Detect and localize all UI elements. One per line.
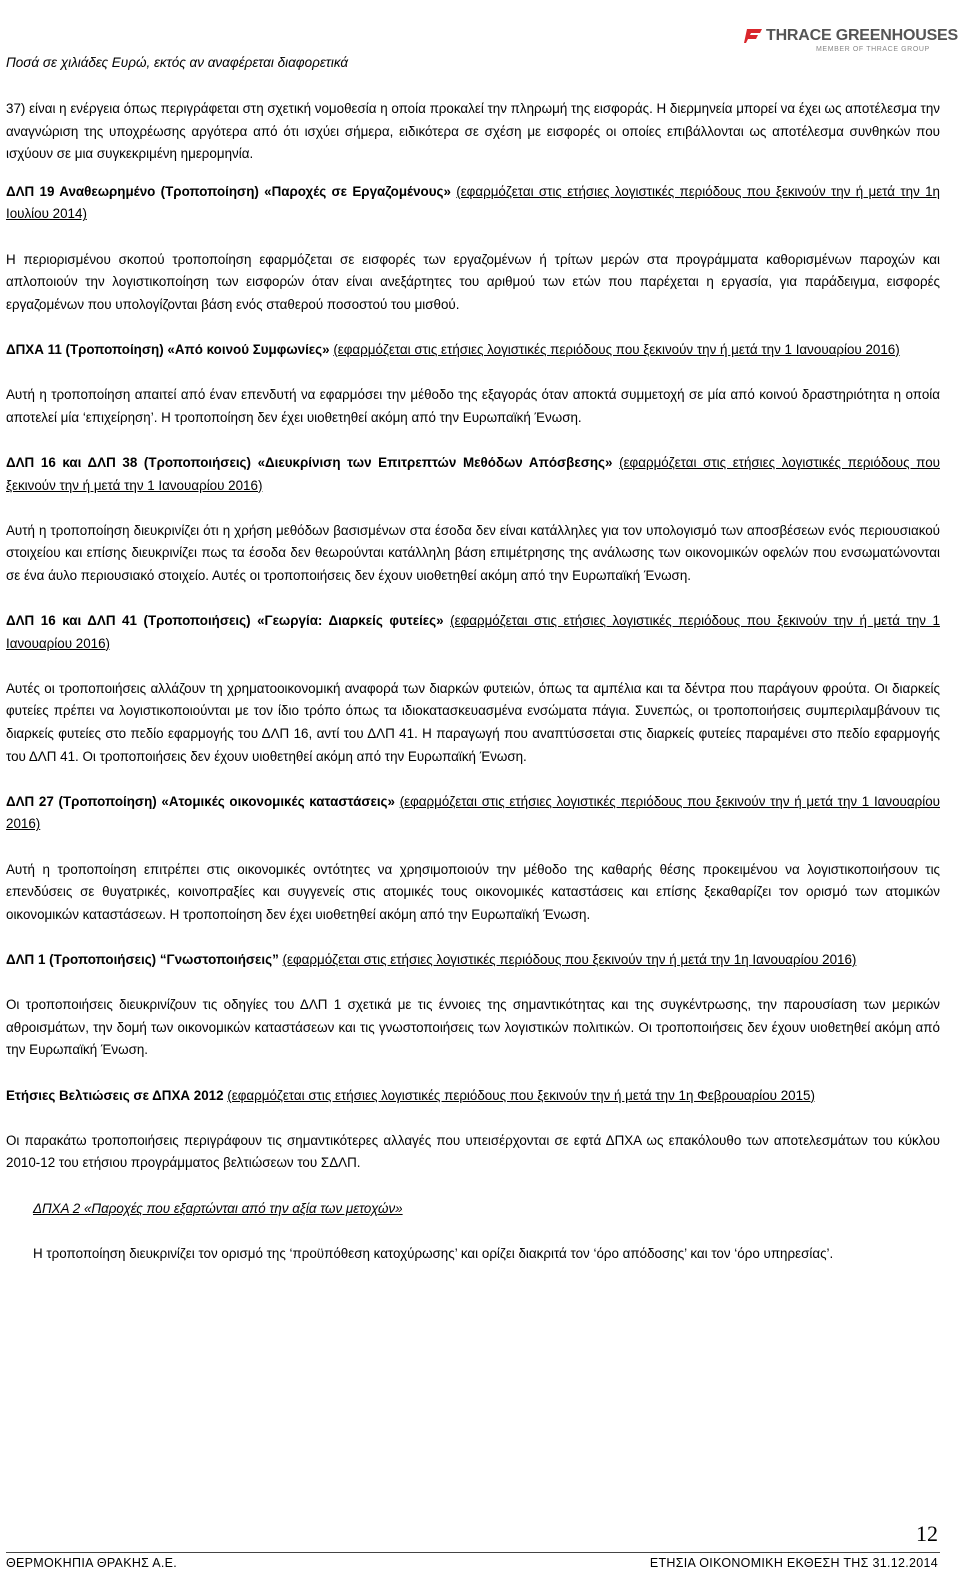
section-ias16-41-text: Αυτές οι τροποποιήσεις αλλάζουν τη χρηματοοικονομική αναφορά των διαρκών φυτειών, όπως τα αμπέλια και τα δέντρα που παράγουν φρούτα. Οι διαρκείς φυτείες πρέπει να λογιστικοποιούνται με τον ίδιο τρόπο όπως τα ιδιοκατασκευασμένα ενσώματα πάγια. Συνεπώς, οι τροποποιήσεις συμπεριλαμβάνουν τις διαρκείς φυτείες στο πεδίο εφαρμογής του ΔΛΠ 16, αντί του ΔΛΠ 41. Η παραγωγή που αναπτύσσεται στις διαρκείς φυτείες παραμένει στο πεδίο εφαρμογής του ΔΛΠ 41. Οι τροποποιήσεις δεν έχουν υιοθετηθεί ακόμη από την Ευρωπαϊκή Ένωση.: [6, 680, 940, 764]
section-ias19-title: ΔΛΠ 19 Αναθεωρημένο (Τροποποίηση) «Παροχές σε Εργαζομένους»: [6, 183, 451, 199]
subsection-ifrs2-text: Η τροποποίηση διευκρινίζει τον ορισμό της ‘προϋπόθεση κατοχύρωσης’ και ορίζει διακριτά τον ‘όρο απόδοσης’ και τον ‘όρο υπηρεσίας’.: [33, 1245, 834, 1261]
subsection-ifrs2-title: ΔΠΧΑ 2 «Παροχές που εξαρτώνται από την αξία των μετοχών»: [33, 1200, 403, 1216]
section-ias1-text: Οι τροποποιήσεις διευκρινίζουν τις οδηγίες του ΔΛΠ 1 σχετικά με τις έννοιες της σημαντικότητας και της συγκέντρωσης, την παρουσίαση των μερικών αθροισμάτων, την δομή των οικονομικών καταστάσεων και τις γνωστοποιήσεις των λογιστικών πολιτικών. Οι τροποποιήσεις δεν έχουν υιοθετηθεί ακόμη από την Ευρωπαϊκή Ένωση.: [6, 997, 940, 1058]
section-ifrs11-title: ΔΠΧΑ 11 (Τροποποίηση) «Από κοινού Συμφωνίες»: [6, 341, 330, 357]
section-ias19-heading: [6, 181, 940, 226]
section-annual-improvements-applies: (εφαρμόζεται στις ετήσιες λογιστικές περιόδους που ξεκινούν την ή μετά την 1η Φεβρουαρίου 2015): [227, 1087, 815, 1103]
section-ias19-applies: (εφαρμόζεται στις ετήσιες λογιστικές περιόδους που ξεκινούν την ή μετά την 1η Ιουλίου 2014): [6, 183, 940, 222]
section-annual-improvements-title: Ετήσιες Βελτιώσεις σε ΔΠΧΑ 2012: [6, 1087, 224, 1103]
section-ias16-38-title: ΔΛΠ 16 και ΔΛΠ 38 (Τροποποιήσεις) «Διευκρίνιση των Επιτρεπτών Μεθόδων Απόσβεσης»: [6, 454, 613, 470]
footer-report-title: ΕΤΗΣΙΑ ΟΙΚΟΝΟΜΙΚΗ ΕΚΘΕΣΗ ΤΗΣ 31.12.2014: [649, 1556, 938, 1570]
section-ias16-41-applies: (εφαρμόζεται στις ετήσιες λογιστικές περιόδους που ξεκινούν την ή μετά την 1 Ιανουαρίου 2016): [6, 613, 940, 651]
logo-subtitle: MEMBER OF THRACE GROUP: [816, 46, 930, 53]
section-ias16-41-title: ΔΛΠ 16 και ΔΛΠ 41 (Τροποποιήσεις) «Γεωργία: Διαρκείς φυτείες»: [6, 613, 444, 629]
section-ias27-applies: (εφαρμόζεται στις ετήσιες λογιστικές περιόδους που ξεκινούν την ή μετά την 1 Ιανουαρίου 2016): [6, 793, 940, 832]
section-ias27-text: Αυτή η τροποποίηση επιτρέπει στις οικονομικές οντότητες να χρησιμοποιούν την μέθοδο της καθαρής θέσης προκειμένου να λογιστικοποιήσουν τις επενδύσεις σε θυγατρικές, κοινοπραξίες και συγγενείς στις ατομικές τους οικονομικές καταστάσεις και επίσης ξεκαθαρίζει τον ορισμό των ατομικών οικονομικών καταστάσεων. Η τροποποίηση δεν έχει υιοθετηθεί ακόμη από την Ευρωπαϊκή Ένωση.: [6, 861, 940, 922]
section-ias1-title: ΔΛΠ 1 (Τροποποιήσεις) “Γνωστοποιήσεις”: [6, 951, 279, 967]
subsection-ifrs2-title-line: [6, 1198, 940, 1221]
section-ias19-text: Η περιορισμένου σκοπού τροποποίηση εφαρμόζεται σε εισφορές των εργαζομένων ή τρίτων μερών στα προγράμματα καθορισμένων παροχών και απλοποιούν την λογιστικοποίηση των εισφορών όταν είναι ανεξάρτητες του αριθμού των ετών που παρέχεται η εργασία, για παράδειγμα, εισφορές εργαζομένων που υπολογίζονται βάση ενός σταθερού ποσοστού του μισθού.: [6, 251, 940, 312]
paragraph-intro: 37) είναι η ενέργεια όπως περιγράφεται στη σχετική νομοθεσία η οποία προκαλεί την πληρωμή της εισφοράς. Η διερμηνεία μπορεί να έχει ως αποτέλεσμα την αναγνώριση της υποχρέωσης αργότερα από ότι ισχύει σήμερα, ειδικότερα σε σχέση με εισφορές οι οποίες επιβάλλονται ως αποτέλεσμα συνθηκών που ισχύουν σε μια συγκεκριμένη ημερομηνία.: [6, 101, 940, 162]
logo-name: THRACE GREENHOUSES: [766, 27, 958, 44]
section-ifrs11-text: Αυτή η τροποποίηση απαιτεί από έναν επενδυτή να εφαρμόσει την μέθοδο της εξαγοράς όταν αποκτά συμμετοχή σε μία από κοινού δραστηριότητα η οποία αποτελεί μία ‘επιχείρηση’. Η τροποποίηση δεν έχει υιοθετηθεί ακόμη από την Ευρωπαϊκή Ένωση.: [6, 387, 940, 425]
section-annual-improvements-heading: [6, 1085, 940, 1108]
footer-company: ΘΕΡΜΟΚΗΠΙΑ ΘΡΑΚΗΣ Α.Ε.: [6, 1556, 178, 1570]
section-ias16-38-text: Αυτή η τροποποίηση διευκρινίζει ότι η χρήση μεθόδων βασισμένων στα έσοδα δεν είναι κατάλληλες για τον υπολογισμό των αποσβέσεων ενός περιουσιακού στοιχείου και επίσης διευκρινίζει πως τα έσοδα δεν θεωρούνται κατάλληλη βάση επιμέτρησης της ανάλωσης των οικονομικών οφελών που ενσωματώνονται σε ένα άυλο περιουσιακό στοιχείο. Αυτές οι τροποποιήσεις δεν έχουν υιοθετηθεί ακόμη από την Ευρωπαϊκή Ένωση.: [6, 522, 940, 583]
header-note: Ποσά σε χιλιάδες Ευρώ, εκτός αν αναφέρεται διαφορετικά: [6, 55, 349, 70]
section-annual-improvements-text: Οι παρακάτω τροποποιήσεις περιγράφουν τις σημαντικότερες αλλαγές που υπεισέρχονται σε εφτά ΔΠΧΑ ως επακόλουθο των αποτελεσμάτων του κύκλου 2010-12 του ετήσιου προγράμματος βελτιώσεων του ΣΔΛΠ.: [6, 1132, 940, 1171]
logo-mark-icon: [744, 29, 762, 43]
section-ias27-title: ΔΛΠ 27 (Τροποποίηση) «Ατομικές οικονομικές καταστάσεις»: [6, 793, 395, 809]
company-logo: [744, 25, 958, 65]
document-body: [6, 98, 940, 1288]
section-ias16-38-applies: (εφαρμόζεται στις ετήσιες λογιστικές περιόδους που ξεκινούν την ή μετά την 1 Ιανουαρίου 2016): [6, 454, 940, 493]
footer-divider: [6, 1552, 940, 1553]
page-header: [0, 0, 960, 90]
section-ias1-heading: [6, 949, 940, 972]
section-ias27-heading: [6, 791, 940, 836]
section-ifrs11-heading: [6, 339, 940, 362]
section-ias16-41-heading: [6, 610, 940, 655]
section-ifrs11-applies: (εφαρμόζεται στις ετήσιες λογιστικές περιόδους που ξεκινούν την ή μετά την 1 Ιανουαρίου 2016): [333, 341, 900, 357]
section-ias16-38-heading: [6, 452, 940, 497]
page-number: 12: [916, 1521, 938, 1546]
section-ias1-applies: (εφαρμόζεται στις ετήσιες λογιστικές περιόδους που ξεκινούν την ή μετά την 1η Ιανουαρίου 2016): [282, 951, 857, 967]
